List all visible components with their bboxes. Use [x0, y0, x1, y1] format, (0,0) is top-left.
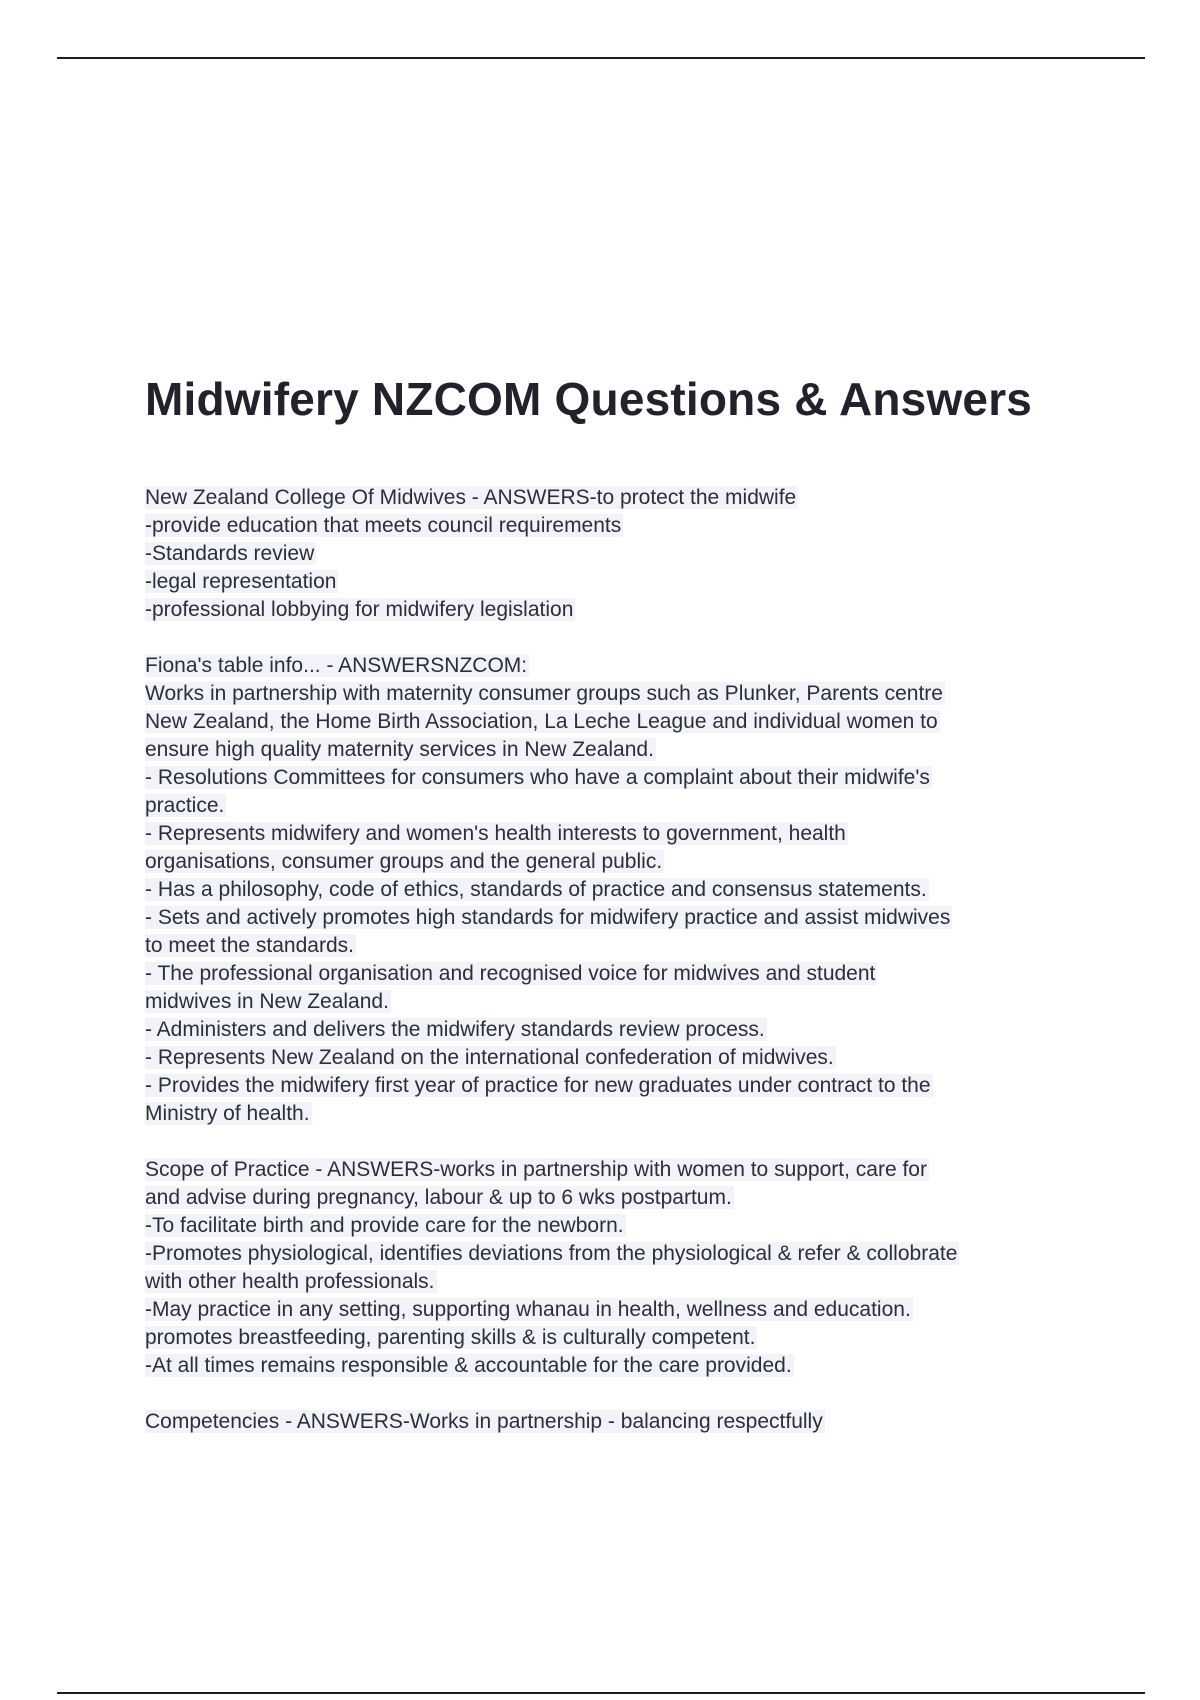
text-line: organisations, consumer groups and the general public.	[145, 850, 663, 873]
qa-entry-nzcom	[145, 484, 1085, 624]
text-line: New Zealand, the Home Birth Association, La Leche League and individual women to	[145, 710, 938, 733]
text-line: -professional lobbying for midwifery legislation	[145, 598, 574, 621]
text-line: - Resolutions Committees for consumers who have a complaint about their midwife's	[145, 766, 930, 789]
text-line: - The professional organisation and recognised voice for midwives and student	[145, 962, 876, 985]
qa-entry-fionas-table	[145, 652, 1085, 1128]
qa-entry-scope-of-practice	[145, 1156, 1085, 1380]
text-line: New Zealand College Of Midwives - ANSWERS-to protect the midwife	[145, 486, 797, 509]
qa-content	[145, 484, 1085, 1464]
text-line: - Administers and delivers the midwifery standards review process.	[145, 1018, 765, 1041]
text-line: Works in partnership with maternity consumer groups such as Plunker, Parents centre	[145, 682, 943, 705]
text-line: Fiona's table info... - ANSWERSNZCOM:	[145, 654, 528, 677]
text-line: Scope of Practice - ANSWERS-works in partnership with women to support, care for	[145, 1158, 927, 1181]
text-line: - Sets and actively promotes high standards for midwifery practice and assist midwives	[145, 906, 951, 929]
bottom-divider	[57, 1692, 1145, 1694]
text-line: - Has a philosophy, code of ethics, standards of practice and consensus statements.	[145, 878, 927, 901]
text-line: practice.	[145, 794, 225, 817]
text-line: - Represents midwifery and women's health interests to government, health	[145, 822, 846, 845]
top-divider	[57, 57, 1145, 59]
text-line: Ministry of health.	[145, 1102, 310, 1125]
text-line: -provide education that meets council requirements	[145, 514, 622, 537]
text-line: - Provides the midwifery first year of practice for new graduates under contract to the	[145, 1074, 931, 1097]
text-line: -May practice in any setting, supporting whanau in health, wellness and education.	[145, 1298, 911, 1321]
text-line: midwives in New Zealand.	[145, 990, 389, 1013]
text-line: -Standards review	[145, 542, 315, 565]
text-line: with other health professionals.	[145, 1270, 435, 1293]
text-line: -Promotes physiological, identifies deviations from the physiological & refer & collobrate	[145, 1242, 958, 1265]
text-line: to meet the standards.	[145, 934, 354, 957]
text-line: -To facilitate birth and provide care for the newborn.	[145, 1214, 624, 1237]
text-line: promotes breastfeeding, parenting skills & is culturally competent.	[145, 1326, 756, 1349]
text-line: - Represents New Zealand on the international confederation of midwives.	[145, 1046, 834, 1069]
text-line: ensure high quality maternity services in New Zealand.	[145, 738, 654, 761]
qa-entry-competencies	[145, 1408, 1085, 1436]
text-line: Competencies - ANSWERS-Works in partnership - balancing respectfully	[145, 1410, 823, 1433]
text-line: and advise during pregnancy, labour & up to 6 wks postpartum.	[145, 1186, 732, 1209]
text-line: -legal representation	[145, 570, 337, 593]
text-line: -At all times remains responsible & accountable for the care provided.	[145, 1354, 792, 1377]
page-title: Midwifery NZCOM Questions & Answers	[145, 373, 1033, 425]
